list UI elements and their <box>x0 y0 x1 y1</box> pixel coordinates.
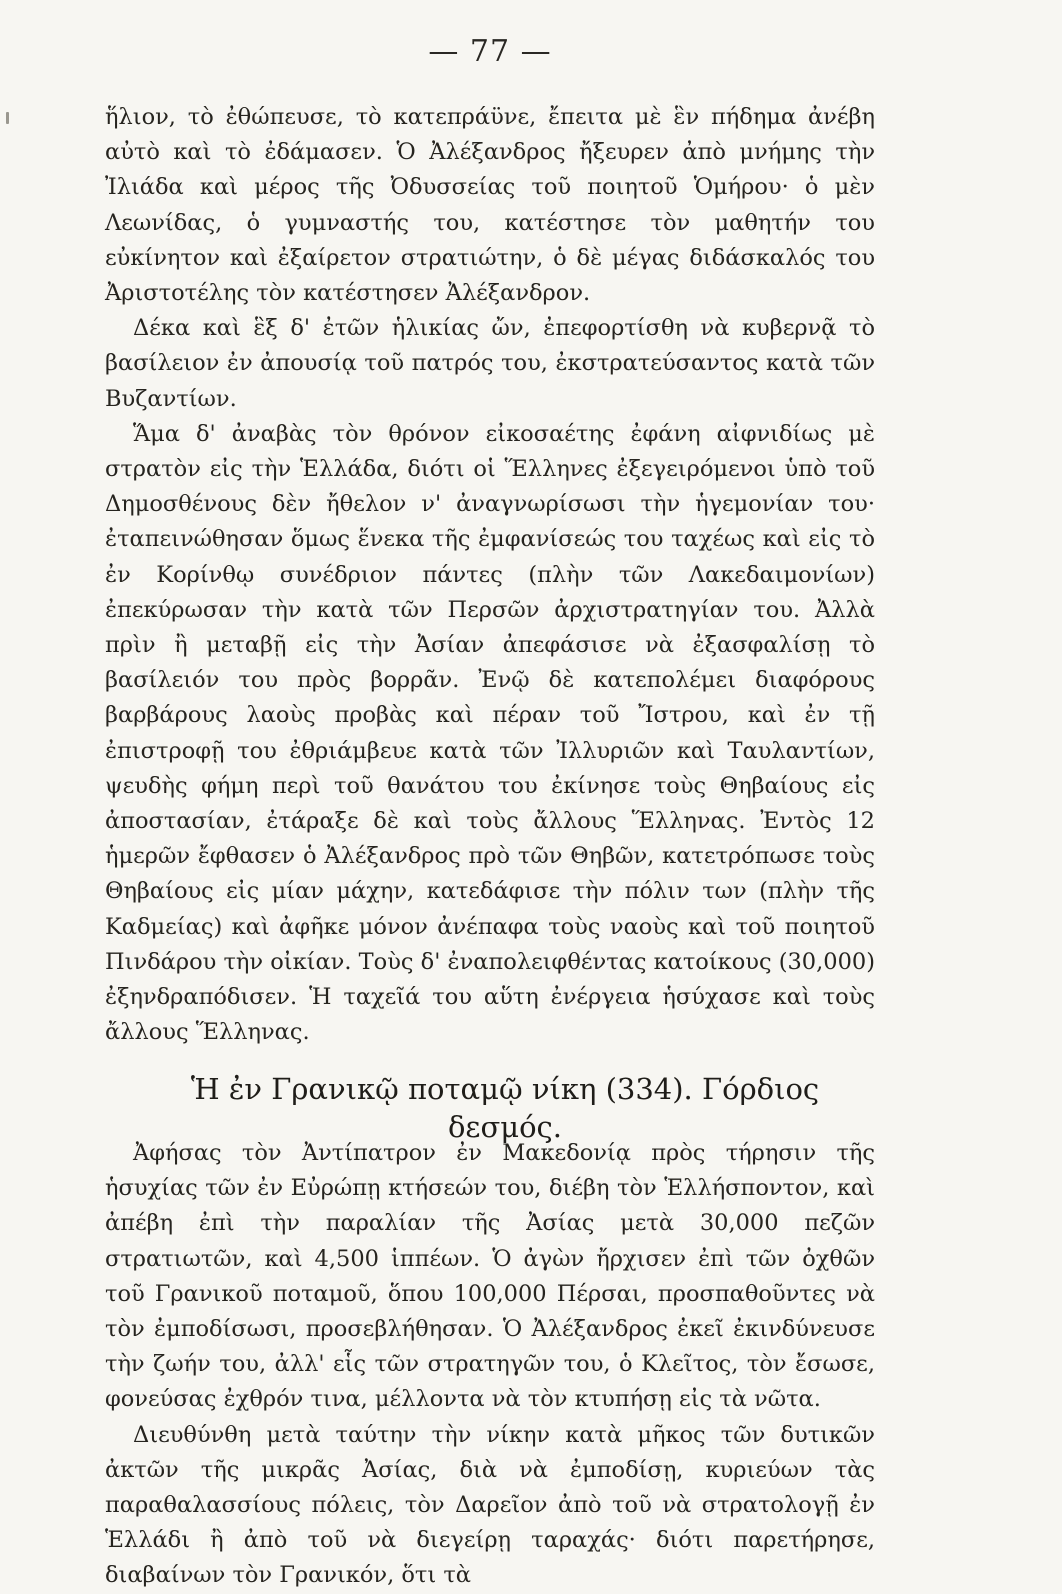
page-edge-mark <box>6 112 9 124</box>
page-number: — 77 — <box>428 34 552 69</box>
body-text-top <box>105 100 875 1050</box>
paragraph: Δέκα καὶ ἓξ δ' ἐτῶν ἡλικίας ὤν, ἐπεφορτίσθη νὰ κυβερνᾷ τὸ βασίλειον ἐν ἀπουσίᾳ τοῦ πατρός του, ἐκστρατεύσαντος κατὰ τῶν Βυζαντίων. <box>105 315 875 412</box>
paragraph-continuation: ἥλιον, τὸ ἐθώπευσε, τὸ κατεπράϋνε, ἔπειτα μὲ ἓν πήδημα ἀνέβη αὐτὸ καὶ τὸ ἐδάμασεν. Ὁ Ἀλέξανδρος ἤξευρεν ἀπὸ μνήμης τὴν Ἰλιάδα καὶ μέρος τῆς Ὀδυσσείας τοῦ ποιητοῦ Ὁμήρου· ὁ μὲν Λεωνίδας, ὁ γυμναστής του, κατέστησε τὸν μαθητήν του εὐκίνητον καὶ ἐξαίρετον στρατιώτην, ὁ δὲ μέγας διδάσκαλός του Ἀριστοτέλης τὸν κατέστησεν Ἀλέξανδρον. <box>105 104 875 307</box>
paragraph: Ἀφήσας τὸν Ἀντίπατρον ἐν Μακεδονίᾳ πρὸς τήρησιν τῆς ἡσυχίας τῶν ἐν Εὐρώπῃ κτήσεών του, διέβη τὸν Ἑλλήσποντον, καὶ ἀπέβη ἐπὶ τὴν παραλίαν τῆς Ἀσίας μετὰ 30,000 πεζῶν στρατιωτῶν, καὶ 4,500 ἱππέων. Ὁ ἀγὼν ἤρχισεν ἐπὶ τῶν ὀχθῶν τοῦ Γρανικοῦ ποταμοῦ, ὅπου 100,000 Πέρσαι, προσπαθοῦντες νὰ τὸν ἐμποδίσωσι, προσεβλήθησαν. Ὁ Ἀλέξανδρος ἐκεῖ ἐκινδύνευσε τὴν ζωήν του, ἀλλ' εἷς τῶν στρατηγῶν του, ὁ Κλεῖτος, τὸν ἔσωσε, φονεύσας ἐχθρόν τινα, μέλλοντα νὰ τὸν κτυπήσῃ εἰς τὰ νῶτα. <box>105 1140 875 1413</box>
paragraph: Ἅμα δ' ἀναβὰς τὸν θρόνον εἰκοσαέτης ἐφάνη αἰφνιδίως μὲ στρατὸν εἰς τὴν Ἑλλάδα, διότι οἱ Ἕλληνες ἐξεγειρόμενοι ὑπὸ τοῦ Δημοσθένους δὲν ἤθελον ν' ἀναγνωρίσωσι τὴν ἡγεμονίαν του· ἐταπεινώθησαν ὅμως ἕνεκα τῆς ἐμφανίσεώς του ταχέως καὶ εἰς τὸ ἐν Κορίνθῳ συνέδριον πάντες (πλὴν τῶν Λακεδαιμονίων) ἐπεκύρωσαν τὴν κατὰ τῶν Περσῶν ἀρχιστρατηγίαν του. Ἀλλὰ πρὶν ἢ μεταβῇ εἰς τὴν Ἀσίαν ἀπεφάσισε νὰ ἐξασφαλίσῃ τὸ βασίλειόν του πρὸς βορρᾶν. Ἐνῷ δὲ κατεπολέμει διαφόρους βαρβάρους λαοὺς προβὰς καὶ πέραν τοῦ Ἴστρου, καὶ ἐν τῇ ἐπιστροφῇ του ἐθριάμβευε κατὰ τῶν Ἰλλυριῶν καὶ Ταυλαντίων, ψευδὴς φήμη περὶ τοῦ θανάτου του ἐκίνησε τοὺς Θηβαίους εἰς ἀποστασίαν, ἐτάραξε δὲ καὶ τοὺς ἄλλους Ἕλληνας. Ἐντὸς 12 ἡμερῶν ἔφθασεν ὁ Ἀλέξανδρος πρὸ τῶν Θηβῶν, κατετρόπωσε τοὺς Θηβαίους εἰς μίαν μάχην, κατεδάφισε τὴν πόλιν των (πλὴν τῆς Καδμείας) καὶ ἀφῆκε μόνον ἀνέπαφα τοὺς ναοὺς καὶ τοῦ ποιητοῦ Πινδάρου τὴν οἰκίαν. Τοὺς δ' ἐναπολειφθέντας κατοίκους (30,000) ἐξηνδραπόδισεν. Ἡ ταχεῖά του αὕτη ἐνέργεια ἡσύχασε καὶ τοὺς ἄλλους Ἕλληνας. <box>105 420 875 1046</box>
body-text-section <box>105 1136 875 1594</box>
paragraph: Διευθύνθη μετὰ ταύτην τὴν νίκην κατὰ μῆκος τῶν δυτικῶν ἀκτῶν τῆς μικρᾶς Ἀσίας, διὰ νὰ ἐμποδίσῃ, κυριεύων τὰς παραθαλασσίους πόλεις, τὸν Δαρεῖον ἀπὸ τοῦ νὰ στρατολογῇ ἐν Ἑλλάδι ἢ ἀπὸ τοῦ νὰ διεγείρῃ ταραχάς· διότι παρετήρησε, διαβαίνων τὸν Γρανικόν, ὅτι τὰ <box>105 1421 875 1589</box>
section-heading: Ἡ ἐν Γρανικῷ ποταμῷ νίκη (334). Γόρδιος δεσμός. <box>190 1072 820 1144</box>
